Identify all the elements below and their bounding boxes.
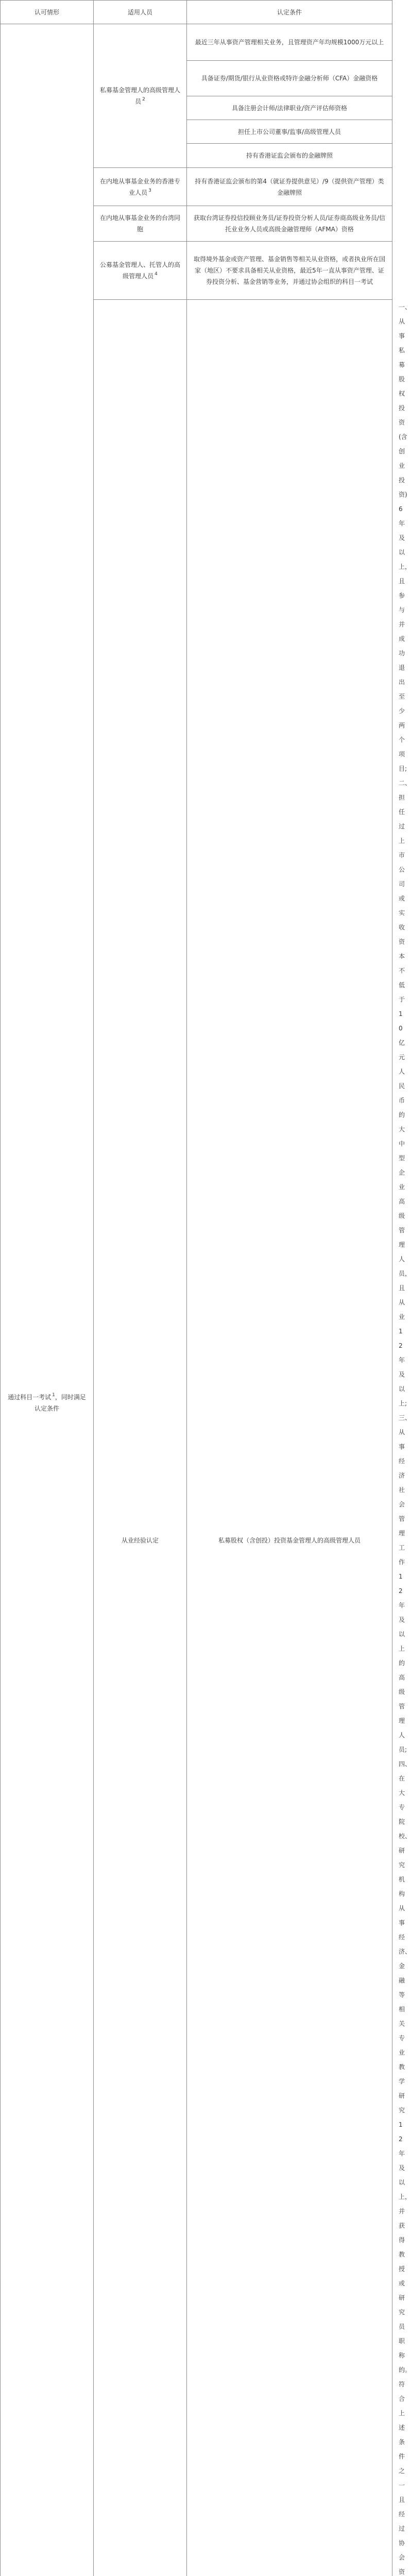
- condition-cell: 持有香港证监会颁布的金融牌照: [187, 144, 392, 168]
- header-applicable-persons: 适用人员: [94, 1, 187, 24]
- table-row: [1, 24, 392, 61]
- footnote-marker: 3: [148, 188, 151, 193]
- condition-cell: 获取台湾证券投信投顾业务员/证券投资分析人员/证券商高级业务员/信托业业务人员或高级金融管理师（AFMA）资格: [187, 206, 392, 242]
- person-pe-fund-manager: 私募股权（含创投）投资基金管理人的高级管理人员: [187, 300, 392, 2576]
- condition-cell: 担任上市公司董事/监事/高级管理人员: [187, 120, 392, 144]
- person-hk-professional: 在内地从事基金业务的香港专业人员 $^3$: [94, 168, 187, 206]
- condition-cell: 持有香港证监会颁布的第4（就证券提供意见）/9（提供资产管理）类金融牌照: [187, 168, 392, 206]
- condition-cell: 最近三年从事资产管理相关业务，且管理资产年均规模1000万元以上: [187, 24, 392, 61]
- person-private-fund-manager: 私募基金管理人的高级管理人员 $^2$: [94, 24, 187, 168]
- footnote-marker: 1: [52, 1393, 55, 1398]
- footnote-marker: 2: [142, 97, 145, 102]
- footnote-marker: 4: [155, 272, 158, 277]
- scenario-experience: 从业经验认定: [94, 300, 187, 2576]
- table-header-row: [1, 1, 392, 24]
- condition-cell: 具备证券/期货/银行从业资格或特许金融分析师（CFA）金融资格: [187, 61, 392, 96]
- condition-cell: 取得境外基金或资产管理、基金销售等相关从业资格，或者执业所在国家（地区）不要求具备相关从业资格，最近5年一直从事资产管理、证券投资分析、基金营销等业务，并通过协会组织的科目一考试: [187, 242, 392, 300]
- table-row: 从业经验认定 私募股权（含创投）投资基金管理人的高级管理人员 一、从事私募股权投资(含创业投资)6年及以上，且参与并成功退出至少两个项目; 二、担任过上市公司或实收资本不低于10亿元人民币的大中型企业高级管理人员，且从业12年及以上; 三、从事经济社会管理工作12年及以上的高级管理人员; 四、在大专院校、研究机构从事经济、金融等相关专业教学研究12年及以上，并获得教授或研究员职称的。 符合上述条件之一且经过协会资: [1, 300, 392, 2576]
- person-public-fund-manager: 公募基金管理人、托管人的高级管理人员 $^4$: [94, 242, 187, 300]
- header-scenario: 认可情形: [1, 1, 94, 24]
- condition-cell: 具备注册会计师/法律职业/资产评估师资格: [187, 96, 392, 120]
- scenario-exam-pass: 通过科目一考试 $^1$，同时满足认定条件: [1, 24, 94, 2576]
- person-tw-compatriot: 在内地从事基金业务的台湾同胞: [94, 206, 187, 242]
- header-conditions: 认定条件: [187, 1, 392, 24]
